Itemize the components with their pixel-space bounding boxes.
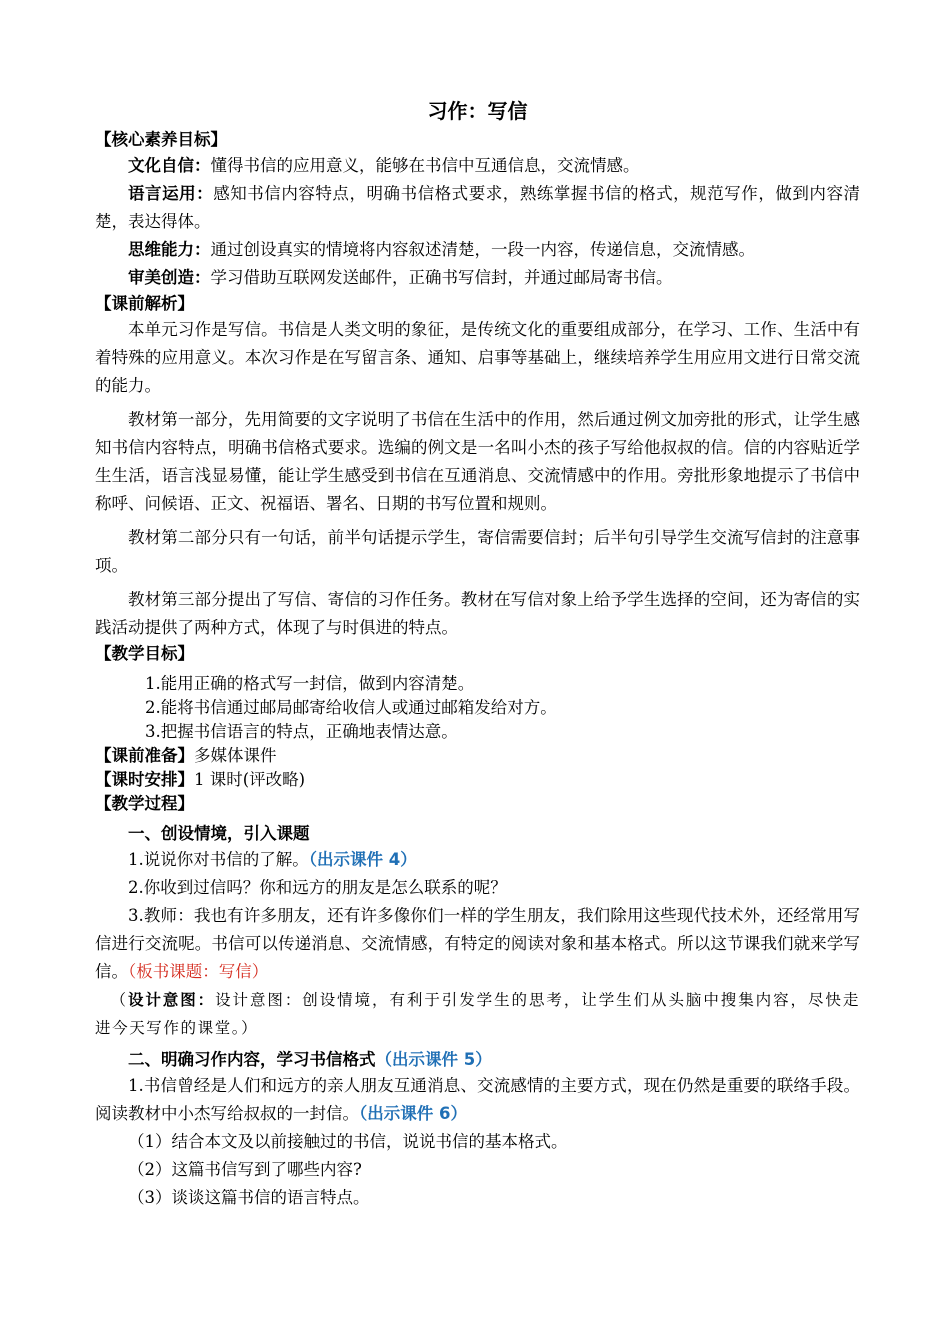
prep-heading: 【课前准备】 — [95, 746, 194, 765]
process-heading: 【教学过程】 — [95, 794, 194, 813]
core-goal-item — [95, 264, 860, 292]
section-title-text: 二、明确习作内容，学习书信格式 — [128, 1050, 376, 1069]
design-intent — [95, 986, 860, 1042]
objectives-heading: 【教学目标】 — [95, 644, 194, 663]
analysis-paragraph: 本单元习作是写信。书信是人类文明的象征，是传统文化的重要组成部分，在学习、工作、生活中有着特殊的应用意义。本次习作是在写留言条、通知、启事等基础上，继续培养学生用应用文进行日常交流的能力。 — [95, 320, 860, 395]
core-goal-item — [95, 236, 860, 264]
objective-item: 2.能将书信通过邮局邮寄给收信人或通过邮箱发给对方。 — [145, 698, 557, 717]
prep-text: 多媒体课件 — [194, 746, 277, 765]
section-title: 一、创设情境，引入课题 — [128, 824, 310, 843]
core-goal-item — [95, 180, 860, 236]
core-goal-label: 文化自信： — [128, 156, 211, 175]
core-goal-text: 学习借助互联网发送邮件，正确书写信封，并通过邮局寄书信。 — [210, 268, 673, 287]
process-item: 2.你收到过信吗？你和远方的朋友是怎么联系的呢？ — [128, 878, 507, 897]
courseware-tag: （出示课件 5） — [375, 1050, 492, 1069]
core-goal-label: 审美创造： — [128, 268, 211, 287]
design-text: 设计意图：创设情境，有利于引发学生的思考，让学生们从头脑中搜集内容，尽快走进今天写作的课堂。） — [95, 991, 860, 1037]
objective-item: 3.把握书信语言的特点，正确地表情达意。 — [145, 722, 458, 741]
courseware-tag: （出示课件 6） — [359, 1104, 467, 1123]
core-goals-heading: 【核心素养目标】 — [95, 130, 227, 149]
schedule-text: 1 课时(评改略) — [194, 770, 306, 789]
board-title-tag: （板书课题：写信） — [128, 962, 269, 981]
process-item — [95, 846, 860, 874]
core-goal-label: 思维能力： — [128, 240, 211, 259]
core-goal-label: 语言运用： — [128, 184, 214, 203]
analysis-paragraph: 教材第三部分提出了写信、寄信的习作任务。教材在写信对象上给予学生选择的空间，还为寄信的实践活动提供了两种方式，体现了与时俱进的特点。 — [95, 590, 860, 637]
process-item-text: 3.教师：我也有许多朋友，还有许多像你们一样的学生朋友，我们除用这些现代技术外，还经常用写信进行交流呢。书信可以传递消息、交流情感，有特定的阅读对象和基本格式。所以这节课我们就来学写信。 — [95, 906, 860, 981]
process-item-text: 1.书信曾经是人们和远方的亲人朋友互通消息、交流感情的主要方式，现在仍然是重要的联络手段。阅读教材中小杰写给叔叔的一封信。 — [95, 1076, 860, 1123]
courseware-tag: （出示课件 4） — [308, 850, 417, 869]
core-goal-text: 感知书信内容特点，明确书信格式要求，熟练掌握书信的格式，规范写作，做到内容清楚，表达得体。 — [95, 184, 861, 231]
process-item — [95, 902, 860, 986]
core-goal-item — [95, 152, 860, 180]
sub-question: （2）这篇书信写到了哪些内容? — [128, 1160, 362, 1179]
objective-item: 1.能用正确的格式写一封信，做到内容清楚。 — [145, 674, 475, 693]
sub-question: （1）结合本文及以前接触过的书信，说说书信的基本格式。 — [128, 1132, 568, 1151]
page-title: 习作：写信 — [427, 99, 528, 123]
analysis-paragraph: 教材第二部分只有一句话，前半句话提示学生，寄信需要信封；后半句引导学生交流写信封的注意事项。 — [95, 528, 860, 575]
process-item-text: 1.说说你对书信的了解。 — [128, 850, 309, 869]
core-goal-text: 懂得书信的应用意义，能够在书信中互通信息，交流情感。 — [210, 156, 640, 175]
core-goal-text: 通过创设真实的情境将内容叙述清楚，一段一内容，传递信息，交流情感。 — [210, 240, 755, 259]
process-item — [95, 1072, 860, 1128]
prep-row — [95, 744, 860, 768]
design-open-paren: （ — [110, 991, 128, 1009]
sub-question: （3）谈谈这篇书信的语言特点。 — [128, 1188, 370, 1207]
section-title — [95, 1048, 860, 1072]
design-label: 设计意图： — [127, 991, 216, 1009]
schedule-heading: 【课时安排】 — [95, 770, 194, 789]
schedule-row — [95, 768, 860, 792]
analysis-paragraph: 教材第一部分，先用简要的文字说明了书信在生活中的作用，然后通过例文加旁批的形式，让学生感知书信内容特点，明确书信格式要求。选编的例文是一名叫小杰的孩子写给他叔叔的信。信的内容贴近学生生活，语言浅显易懂，能让学生感受到书信在互通消息、交流情感中的作用。旁批形象地提示了书信中称呼、问候语、正文、祝福语、署名、日期的书写位置和规则。 — [95, 410, 860, 513]
analysis-heading: 【课前解析】 — [95, 294, 194, 313]
